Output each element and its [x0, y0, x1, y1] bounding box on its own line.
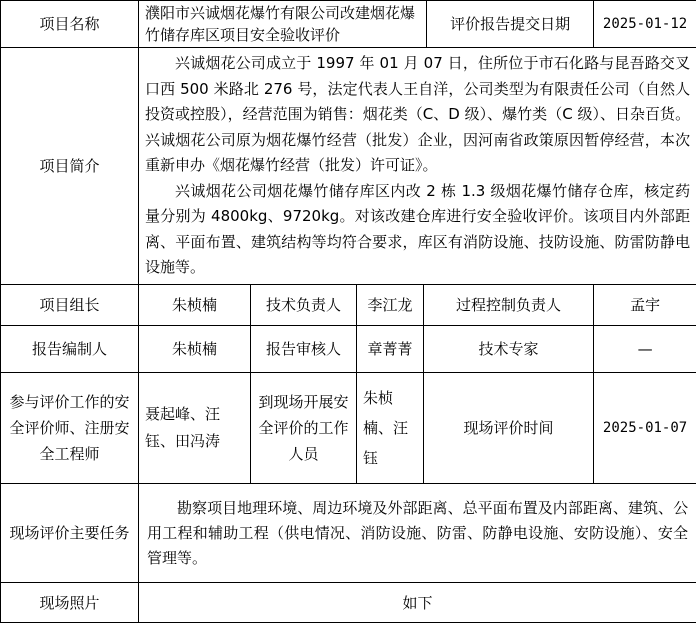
row-project-name: [1, 1, 696, 48]
tasks-label: 现场评价主要任务: [1, 484, 139, 583]
row-compilers: [1, 326, 696, 373]
expert-value: —: [594, 326, 696, 373]
project-name-value: 濮阳市兴诚烟花爆竹有限公司改建烟花爆竹储存库区项目安全验收评价: [139, 1, 427, 48]
row-leaders: [1, 285, 696, 326]
participants-label: 参与评价工作的安全评价师、注册安全工程师: [1, 373, 139, 484]
row-photos: [1, 583, 696, 623]
intro-content: [139, 48, 696, 285]
participants-value: 聂起峰、汪钰、田冯涛: [139, 373, 251, 484]
tech-lead-value: 李江龙: [357, 285, 424, 326]
row-tasks: [1, 484, 696, 583]
intro-paragraph-2: 兴诚烟花公司烟花爆竹储存库区内改 2 栋 1.3 级烟花爆竹储存仓库，核定药量分别为 4800kg、9720kg。对该改建仓库进行安全验收评价。该项目内外部距离、平面布置、建筑结构等均符合要求，库区有消防设施、技防设施、防雷防静电设施等。: [145, 181, 691, 277]
expert-label: 技术专家: [424, 326, 594, 373]
row-intro: [1, 48, 696, 285]
photos-label: 现场照片: [1, 583, 139, 623]
project-name-label: 项目名称: [1, 1, 139, 48]
reviewer-value: 章菁菁: [357, 326, 424, 373]
reviewer-label: 报告审核人: [251, 326, 357, 373]
tasks-paragraph: 勘察项目地理环境、周边环境及外部距离、总平面布置及内部距离、建筑、公用工程和辅助工程（供电情况、消防设施、防雷、防静电设施、安防设施）、安全管理等。: [147, 498, 689, 567]
tech-lead-label: 技术负责人: [251, 285, 357, 326]
photos-value: 如下: [139, 583, 696, 623]
tasks-content: [139, 484, 696, 583]
onsite-time-label: 现场评价时间: [424, 373, 594, 484]
compiler-label: 报告编制人: [1, 326, 139, 373]
intro-paragraph-1: 兴诚烟花公司成立于 1997 年 01 月 07 日，住所位于市石化路与昆吾路交叉口西 500 米路北 276 号，法定代表人王自洋，公司类型为有限责任公司（自然人投资或控股），经营范围为销售：烟花类（C、D 级）、爆竹类（C 级）、日杂百货。兴诚烟花公司原为烟花爆竹经营（批发）企业，因河南省政策原因暂停经营，本次重新申办《烟花爆竹经营（批发）许可证》。: [145, 54, 691, 175]
leader-value: 朱桢楠: [139, 285, 251, 326]
process-ctrl-label: 过程控制负责人: [424, 285, 594, 326]
onsite-time-value: 2025-01-07: [594, 373, 696, 484]
intro-label: 项目简介: [1, 48, 139, 285]
report-date-label: 评价报告提交日期: [427, 1, 594, 48]
process-ctrl-value: 孟宇: [594, 285, 696, 326]
onsite-staff-label: 到现场开展安全评价的工作人员: [251, 373, 357, 484]
compiler-value: 朱桢楠: [139, 326, 251, 373]
row-participants: [1, 373, 696, 484]
leader-label: 项目组长: [1, 285, 139, 326]
onsite-staff-value: 朱桢楠、汪钰: [357, 373, 424, 484]
report-date-value: 2025-01-12: [594, 1, 696, 48]
